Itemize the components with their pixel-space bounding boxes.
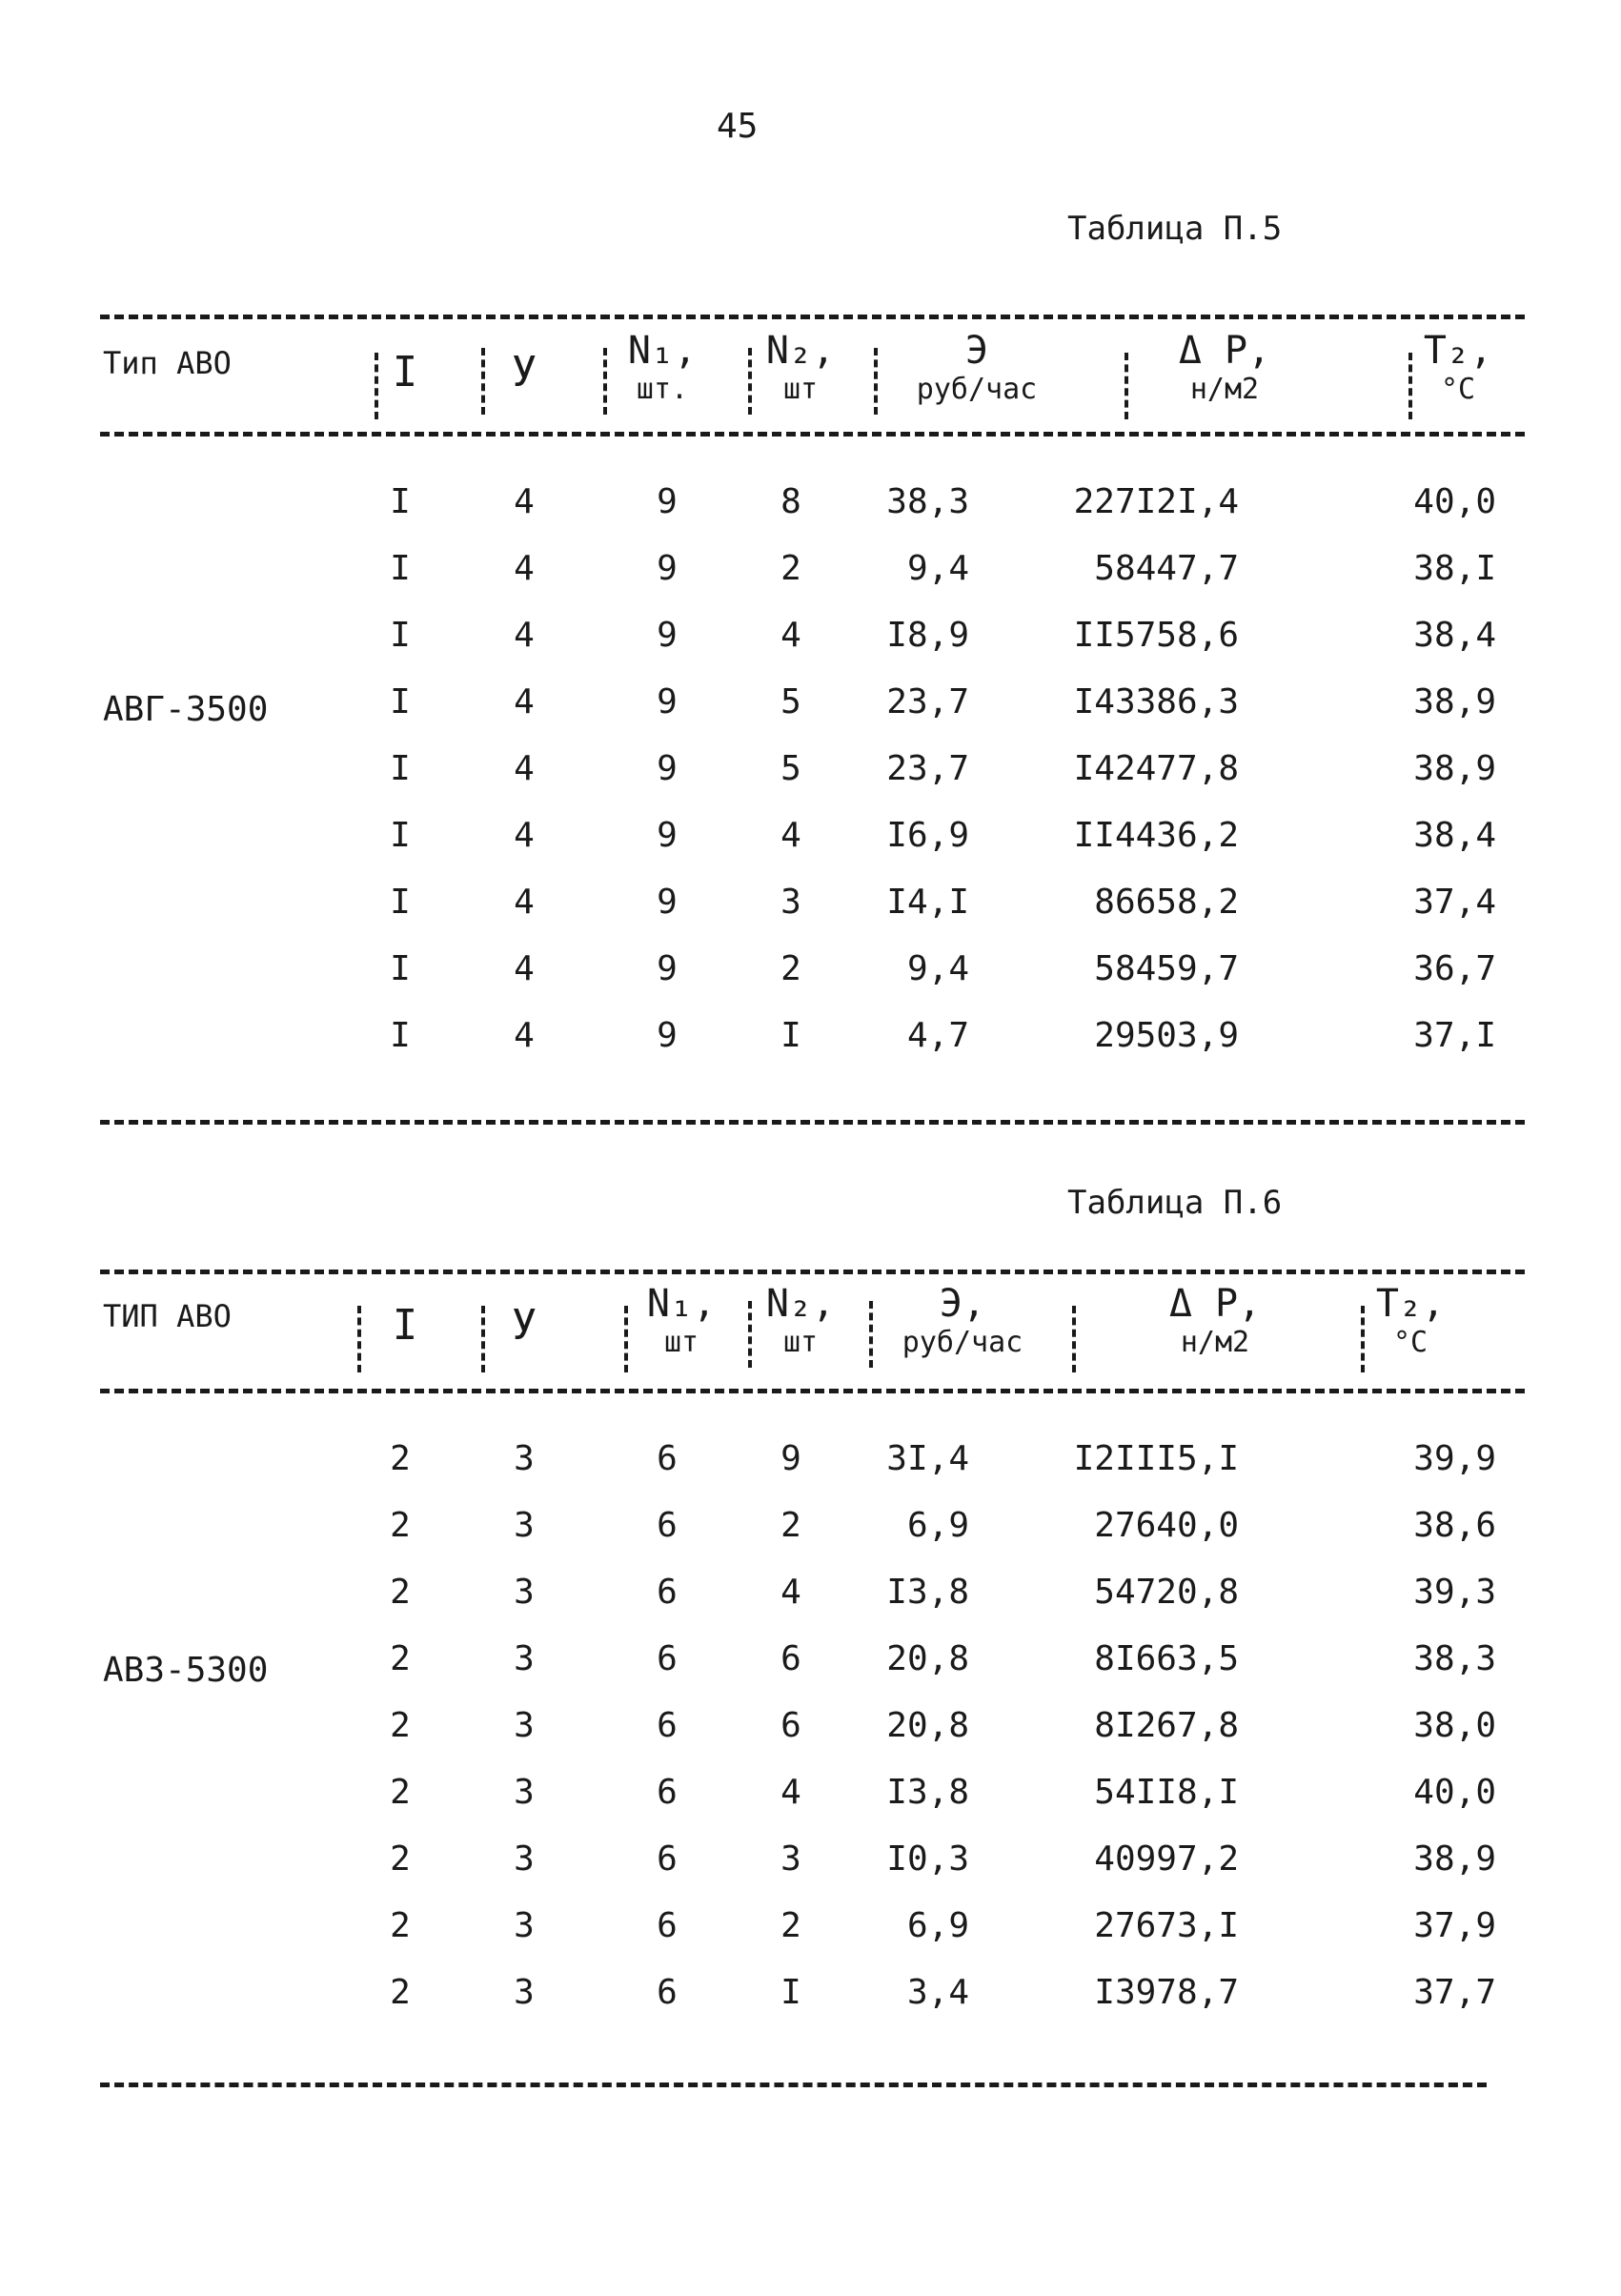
row-e: 20,8 (886, 1639, 969, 1678)
table-row (0, 1693, 1621, 1759)
header-y: У (511, 348, 537, 396)
row-dp: I43386,3 (1073, 682, 1239, 721)
row-dp: I42477,8 (1073, 749, 1239, 788)
row-y: 3 (514, 1906, 535, 1945)
table-row (0, 1826, 1621, 1893)
row-y: 3 (514, 1639, 535, 1678)
row-y: 3 (514, 1439, 535, 1478)
header-n2: N₂, шт (765, 329, 836, 406)
row-y: 4 (514, 816, 535, 855)
row-i: 2 (390, 1839, 411, 1879)
header-type: Тип АВО (103, 345, 232, 381)
header-y: У (511, 1301, 537, 1350)
row-i: I (390, 816, 411, 855)
row-n1: 6 (657, 1839, 678, 1879)
row-n1: 9 (657, 816, 678, 855)
table-rule (100, 2083, 1487, 2087)
row-i: 2 (390, 1773, 411, 1812)
row-n2: 6 (780, 1639, 801, 1678)
row-e: I0,3 (886, 1839, 969, 1879)
row-e: 23,7 (886, 749, 969, 788)
table-row (0, 1893, 1621, 1960)
row-dp: 40997,2 (1094, 1839, 1239, 1879)
table-header (0, 329, 1621, 434)
row-n1: 6 (657, 1573, 678, 1612)
row-n2: 9 (780, 1439, 801, 1478)
row-e: 3I,4 (886, 1439, 969, 1478)
row-n1: 9 (657, 883, 678, 922)
row-y: 4 (514, 749, 535, 788)
header-dp: Δ Р, н/м2 (1168, 1282, 1262, 1359)
row-i: I (390, 549, 411, 588)
column-separator (874, 348, 878, 415)
row-i: I (390, 482, 411, 521)
row-e: I4,I (886, 883, 969, 922)
row-y: 4 (514, 549, 535, 588)
row-e: 4,7 (906, 1016, 969, 1055)
row-t: 37,9 (1413, 1906, 1496, 1945)
header-n2: N₂, шт (765, 1282, 836, 1359)
row-y: 3 (514, 1839, 535, 1879)
table-caption: Таблица П.5 (1067, 210, 1283, 248)
row-i: 2 (390, 1439, 411, 1478)
row-i: 2 (390, 1639, 411, 1678)
row-n2: I (780, 1016, 801, 1055)
type-label: АВГ-3500 (103, 690, 269, 729)
row-i: I (390, 949, 411, 988)
row-n2: 3 (780, 1839, 801, 1879)
row-e: I3,8 (886, 1773, 969, 1812)
row-n1: 6 (657, 1639, 678, 1678)
row-n1: 9 (657, 616, 678, 655)
row-t: 37,7 (1413, 1973, 1496, 2012)
row-n1: 6 (657, 1706, 678, 1745)
row-t: 37,I (1413, 1016, 1496, 1055)
row-y: 3 (514, 1573, 535, 1612)
row-e: 20,8 (886, 1706, 969, 1745)
row-e: 38,3 (886, 482, 969, 521)
row-n1: 9 (657, 949, 678, 988)
header-n1: N₁, шт. (627, 329, 698, 406)
row-dp: I3978,7 (1094, 1973, 1239, 2012)
row-e: 3,4 (906, 1973, 969, 2012)
row-y: 4 (514, 949, 535, 988)
row-n2: 2 (780, 949, 801, 988)
row-n1: 9 (657, 482, 678, 521)
row-t: 40,0 (1413, 1773, 1496, 1812)
row-n1: 9 (657, 1016, 678, 1055)
row-dp: 27673,I (1094, 1906, 1239, 1945)
table-row (0, 1426, 1621, 1493)
table-row (0, 469, 1621, 536)
row-y: 4 (514, 682, 535, 721)
row-y: 4 (514, 1016, 535, 1055)
row-t: 38,3 (1413, 1639, 1496, 1678)
row-dp: 58447,7 (1094, 549, 1239, 588)
row-e: I6,9 (886, 816, 969, 855)
column-separator (624, 1306, 628, 1372)
column-separator (357, 1306, 361, 1372)
table-rule (100, 315, 1525, 319)
header-n1: N₁, шт (646, 1282, 717, 1359)
row-t: 38,9 (1413, 1839, 1496, 1879)
row-dp: 54720,8 (1094, 1573, 1239, 1612)
row-n2: 6 (780, 1706, 801, 1745)
table-row (0, 602, 1621, 669)
column-separator (1072, 1306, 1076, 1372)
row-y: 3 (514, 1506, 535, 1545)
row-t: 39,3 (1413, 1573, 1496, 1612)
column-separator (603, 348, 607, 415)
table-rule (100, 1270, 1525, 1274)
row-i: I (390, 749, 411, 788)
table-row (0, 1626, 1621, 1693)
row-n1: 9 (657, 682, 678, 721)
row-n2: 2 (780, 1906, 801, 1945)
row-t: 37,4 (1413, 883, 1496, 922)
row-i: I (390, 682, 411, 721)
row-i: 2 (390, 1973, 411, 2012)
row-n2: 5 (780, 682, 801, 721)
row-e: I8,9 (886, 616, 969, 655)
page-number: 45 (717, 107, 759, 146)
column-separator (1361, 1306, 1365, 1372)
row-e: 9,4 (906, 549, 969, 588)
table-rule (100, 1120, 1525, 1125)
row-dp: II5758,6 (1073, 616, 1239, 655)
row-t: 38,4 (1413, 816, 1496, 855)
header-t: Т₂, °С (1375, 1282, 1446, 1359)
table-row (0, 936, 1621, 1003)
row-dp: II4436,2 (1073, 816, 1239, 855)
header-type: ТИП АВО (103, 1298, 232, 1334)
row-n2: 8 (780, 482, 801, 521)
row-n2: I (780, 1973, 801, 2012)
table-row (0, 669, 1621, 736)
header-dp: Δ Р, н/м2 (1178, 329, 1271, 406)
row-n2: 4 (780, 816, 801, 855)
row-dp: 227I2I,4 (1073, 482, 1239, 521)
row-n2: 2 (780, 549, 801, 588)
row-y: 4 (514, 616, 535, 655)
row-t: 36,7 (1413, 949, 1496, 988)
row-y: 3 (514, 1773, 535, 1812)
row-t: 38,9 (1413, 682, 1496, 721)
table-row (0, 1559, 1621, 1626)
row-e: 6,9 (906, 1506, 969, 1545)
row-t: 38,I (1413, 549, 1496, 588)
row-i: I (390, 1016, 411, 1055)
table-row (0, 1003, 1621, 1069)
table-row (0, 736, 1621, 803)
row-i: I (390, 883, 411, 922)
row-n1: 9 (657, 749, 678, 788)
row-n2: 2 (780, 1506, 801, 1545)
row-t: 40,0 (1413, 482, 1496, 521)
row-n1: 6 (657, 1439, 678, 1478)
header-t: Т₂, °С (1423, 329, 1493, 406)
table-row (0, 1960, 1621, 2026)
row-i: 2 (390, 1706, 411, 1745)
row-dp: 29503,9 (1094, 1016, 1239, 1055)
row-dp: 8I267,8 (1094, 1706, 1239, 1745)
table-rule (100, 432, 1525, 437)
row-n2: 4 (780, 1573, 801, 1612)
table-row (0, 869, 1621, 936)
row-n2: 5 (780, 749, 801, 788)
row-dp: I2III5,I (1073, 1439, 1239, 1478)
header-i: I (392, 348, 418, 396)
type-label: АВЗ-5300 (103, 1651, 269, 1690)
row-n2: 4 (780, 1773, 801, 1812)
row-e: I3,8 (886, 1573, 969, 1612)
table-row (0, 536, 1621, 602)
row-dp: 27640,0 (1094, 1506, 1239, 1545)
row-t: 39,9 (1413, 1439, 1496, 1478)
row-i: 2 (390, 1906, 411, 1945)
row-n1: 6 (657, 1973, 678, 2012)
row-t: 38,4 (1413, 616, 1496, 655)
header-e: Э, руб/час (902, 1282, 1023, 1359)
row-y: 4 (514, 883, 535, 922)
column-separator (748, 348, 752, 415)
row-n1: 6 (657, 1906, 678, 1945)
row-y: 3 (514, 1706, 535, 1745)
column-separator (1408, 353, 1412, 419)
row-dp: 58459,7 (1094, 949, 1239, 988)
table-row (0, 1493, 1621, 1559)
table-header (0, 1282, 1621, 1387)
row-t: 38,9 (1413, 749, 1496, 788)
table-row (0, 803, 1621, 869)
row-y: 4 (514, 482, 535, 521)
row-n1: 6 (657, 1506, 678, 1545)
row-n1: 6 (657, 1773, 678, 1812)
row-n1: 9 (657, 549, 678, 588)
row-t: 38,6 (1413, 1506, 1496, 1545)
row-dp: 54II8,I (1094, 1773, 1239, 1812)
column-separator (1125, 353, 1128, 419)
column-separator (481, 1306, 485, 1372)
row-dp: 8I663,5 (1094, 1639, 1239, 1678)
header-e: Э руб/час (916, 329, 1038, 406)
column-separator (375, 353, 378, 419)
table-row (0, 1759, 1621, 1826)
row-i: 2 (390, 1573, 411, 1612)
header-i: I (392, 1301, 418, 1350)
row-e: 23,7 (886, 682, 969, 721)
table-caption: Таблица П.6 (1067, 1184, 1283, 1222)
row-y: 3 (514, 1973, 535, 2012)
table-rule (100, 1389, 1525, 1393)
row-i: I (390, 616, 411, 655)
row-n2: 4 (780, 616, 801, 655)
row-dp: 86658,2 (1094, 883, 1239, 922)
row-t: 38,0 (1413, 1706, 1496, 1745)
row-e: 6,9 (906, 1906, 969, 1945)
column-separator (748, 1301, 752, 1368)
column-separator (481, 348, 485, 415)
row-i: 2 (390, 1506, 411, 1545)
row-n2: 3 (780, 883, 801, 922)
row-e: 9,4 (906, 949, 969, 988)
